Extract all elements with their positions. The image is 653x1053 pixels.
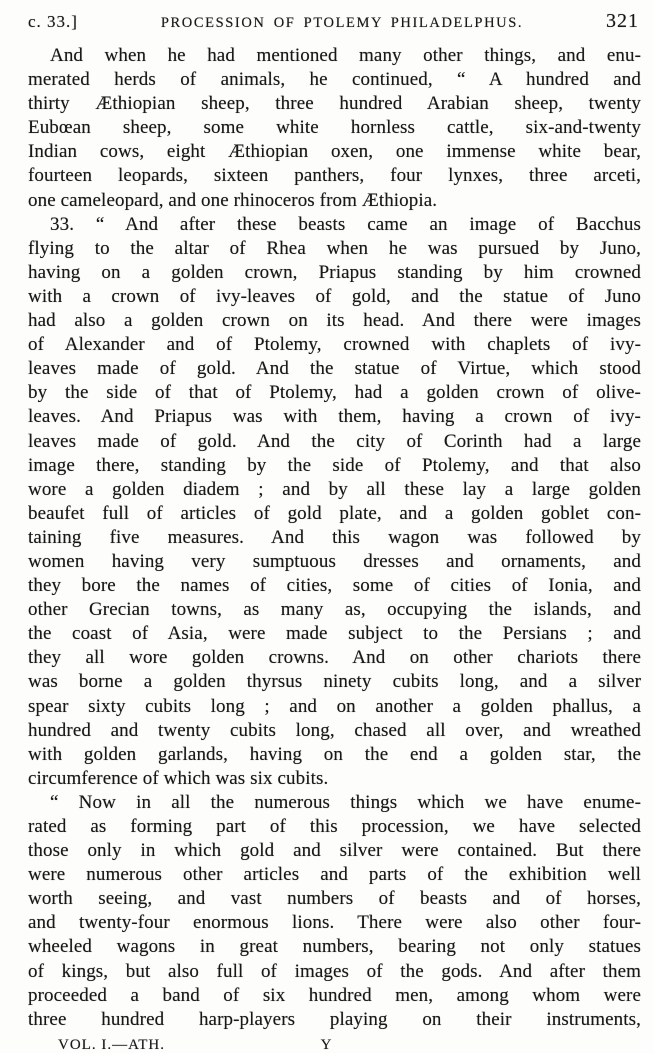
text-line: wheeled wagons in great numbers, bearing not only statues [28, 936, 641, 958]
text-line: other Grecian towns, as many as, occupying the islands, and [28, 599, 641, 621]
running-title: PROCESSION OF PTOLEMY PHILADELPHUS. [160, 15, 524, 31]
text-line: taining five measures. And this wagon was followed by [28, 526, 641, 548]
text-line: by the side of that of Ptolemy, had a golden crown of olive- [28, 382, 641, 404]
paragraph-1 [28, 44, 641, 213]
text-line: beaufet full of articles of gold plate, and a golden goblet con- [28, 502, 641, 524]
text-line: had also a golden crown on its head. And there were images [28, 310, 641, 332]
text-line: leaves. And Priapus was with them, having a crown of ivy- [28, 406, 641, 428]
text-line: rated as forming part of this procession, we have selected [28, 816, 641, 837]
paragraph-2 [28, 213, 641, 791]
text-line: spear sixty cubits long ; and on another a golden phallus, a [28, 695, 641, 717]
text-line: Indian cows, eight Æthiopian oxen, one immense white bear, [28, 141, 641, 163]
paragraph-3 [28, 791, 641, 1032]
volume-label: VOL. I.—ATH. [58, 1037, 165, 1053]
text-line: image there, standing by the side of Ptolemy, and that also [28, 454, 641, 476]
chapter-reference: c. 33.] [28, 12, 78, 31]
page-number: 321 [606, 10, 639, 32]
text-line: “ Now in all the numerous things which we have enume- [50, 791, 641, 813]
text-line: one cameleopard, and one rhinoceros from Æthiopia. [28, 189, 438, 211]
text-line: three hundred harp-players playing on their instruments, [28, 1008, 641, 1030]
text-line: leaves made of gold. And the city of Corinth had a large [28, 430, 641, 452]
text-line: circumference of which was six cubits. [28, 767, 329, 789]
text-line: of Alexander and of Ptolemy, crowned with chaplets of ivy- [28, 334, 641, 356]
text-line: of kings, but also full of images of the gods. And after them [28, 960, 641, 982]
text-line: wore a golden diadem ; and by all these lay a large golden [28, 478, 641, 500]
text-line: leaves made of gold. And the statue of Virtue, which stood [28, 358, 641, 380]
text-line: proceeded a band of six hundred men, among whom were [28, 984, 641, 1006]
text-line: was borne a golden thyrsus ninety cubits long, and a silver [28, 671, 641, 693]
text-line: hundred and twenty cubits long, chased all over, and wreathed [28, 719, 641, 741]
text-line: and twenty-four enormous lions. There were also other four- [28, 912, 641, 934]
text-line: the coast of Asia, were made subject to the Persians ; and [28, 623, 641, 645]
text-line: flying to the altar of Rhea when he was pursued by Juno, [28, 237, 641, 259]
text-line: And when he had mentioned many other things, and enu- [50, 45, 641, 66]
page-body [28, 44, 641, 1032]
page-footer [0, 1037, 653, 1053]
signature-mark: Y [320, 1037, 333, 1053]
text-line: they bore the names of cities, some of cities of Ionia, and [28, 575, 641, 597]
page-header [28, 10, 639, 33]
text-line: with golden garlands, having on the end a golden star, the [28, 743, 641, 765]
text-line: worth seeing, and vast numbers of beasts and of horses, [28, 888, 641, 910]
text-line: with a crown of ivy-leaves of gold, and the statue of Juno [28, 285, 641, 307]
text-line: fourteen leopards, sixteen panthers, four lynxes, three arceti, [28, 165, 641, 187]
text-line: Eubœan sheep, some white hornless cattle, six-and-twenty [28, 117, 641, 139]
text-line: merated herds of animals, he continued, “ A hundred and [28, 69, 641, 91]
text-line: women having very sumptuous dresses and ornaments, and [28, 550, 641, 572]
text-line: those only in which gold and silver were contained. But there [28, 840, 641, 862]
text-line: 33. “ And after these beasts came an image of Bacchus [50, 213, 641, 235]
text-line: having on a golden crown, Priapus standing by him crowned [28, 261, 641, 283]
text-line: thirty Æthiopian sheep, three hundred Arabian sheep, twenty [28, 93, 641, 115]
text-line: they all wore golden crowns. And on other chariots there [28, 647, 641, 669]
text-line: were numerous other articles and parts of the exhibition well [28, 864, 641, 886]
